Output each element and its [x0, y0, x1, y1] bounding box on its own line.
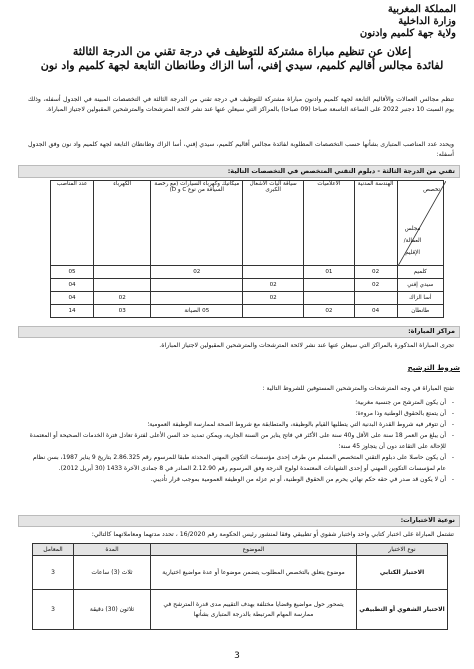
council-name: سيدي إفني — [397, 279, 443, 292]
corner-council: مجلس العمالة/ الإقليم — [403, 226, 422, 256]
announcement-title — [30, 45, 454, 73]
exams-intro: تشتمل المباراة على اختبار كتابي واحد واختبار شفوي أو تطبيقي وفقا لمنشور رئيس الحكومة رقم 16/2020 ، تحدد مدتهما ومعاملاتهما كالتالي: — [91, 531, 454, 538]
diploma-bar-text: تقني من الدرجة الثالثة - دبلوم التقني المتخصص في التخصصات التالية: — [227, 167, 455, 175]
cell-value: 04 — [51, 279, 94, 292]
posts-intro-paragraph: ويحدد عدد المناصب المتبارى بشأنها حسب التخصصات المطلوبة لفائدة مجالس أقاليم كلميم، سيدي إفني، أسا الزاك وطانطان التابعة لجهة كلميم واد نون وفق الجدول أسفله: — [28, 141, 454, 158]
cell-value — [243, 305, 304, 318]
conditions-heading: شروط الترشيح — [407, 364, 460, 372]
exam-subject: موضوع يتعلق بالتخصص المطلوب يتضمن موضوعا أو عدة مواضيع اختيارية — [151, 556, 357, 590]
cell-value — [304, 279, 355, 292]
exam-coefficient: 3 — [33, 590, 74, 630]
cell-value: 05 — [51, 266, 94, 279]
council-name: أسا الزاك — [397, 292, 443, 305]
table-row — [51, 305, 444, 318]
col-coefficient: المعامل — [33, 544, 74, 556]
col-subject: الموضوع — [151, 544, 357, 556]
cell-value: 02 — [304, 305, 355, 318]
cell-value: 04 — [51, 292, 94, 305]
cell-value: 02 — [151, 266, 243, 279]
centers-heading: مراكز المباراة: — [408, 327, 455, 335]
table-row — [51, 266, 444, 279]
exam-duration: ثلاث (3) ساعات — [74, 556, 151, 590]
exams-bar — [18, 515, 460, 527]
cell-value — [151, 292, 243, 305]
posts-table-corner — [397, 181, 443, 266]
diploma-bar — [18, 165, 460, 178]
col-civil-engineering: الهندسة المدنية — [354, 181, 397, 266]
letterhead — [360, 4, 456, 40]
col-heavy-machinery: سياقة آليات الاشغال الكبرى — [243, 181, 304, 266]
condition-item: - أن يكون المترشح من جنسية مغربية؛ — [28, 397, 454, 408]
exam-type: الاختبار الشفوي أو التطبيقي — [357, 590, 448, 630]
cell-value: 01 — [304, 266, 355, 279]
table-row — [33, 556, 448, 590]
col-post-count: عدد المناصب — [51, 181, 94, 266]
exam-duration: ثلاثون (30) دقيقة — [74, 590, 151, 630]
title-line-2: لفائدة مجالس أقاليم كلميم، سيدي إفني، أسا الزاك وطانطان التابعة لجهة كلميم واد نون — [40, 59, 444, 72]
cell-value — [354, 292, 397, 305]
condition-item: - أن تتوفر فيه شروط القدرة البدنية التي يتطلبها القيام بالوظيفة، والمتطابقة مع شروط الصحة لممارسة الوظيفة العمومية؛ — [28, 419, 454, 430]
cell-value: 02 — [94, 292, 151, 305]
exam-type: الاختبار الكتابي — [357, 556, 448, 590]
col-exam-type: نوع الاختبار — [357, 544, 448, 556]
conditions-intro: تفتح المباراة في وجه المترشحات والمترشحين المستوفين للشروط التالية : — [262, 385, 454, 392]
cell-value: 03 — [94, 305, 151, 318]
exams-table — [32, 543, 448, 630]
cell-value: 02 — [354, 266, 397, 279]
cell-value: 04 — [354, 305, 397, 318]
centers-bar — [18, 326, 460, 338]
col-duration: المدة — [74, 544, 151, 556]
kingdom-line: المملكة المغربية — [387, 4, 456, 15]
table-row — [51, 292, 444, 305]
ministry-line: وزارة الداخلية — [398, 16, 456, 27]
posts-table — [50, 180, 444, 318]
cell-value: 02 — [243, 292, 304, 305]
title-line-1: إعلان عن تنظيم مباراة مشتركة للتوظيف في درجة تقني من الدرجة الثالثة — [72, 45, 412, 58]
condition-item: - أن يتمتع بالحقوق الوطنية وذا مروءة؛ — [28, 408, 454, 419]
intro-paragraph: تنظم مجالس العمالات والأقاليم التابعة لجهة كلميم وادنون مباراة مشتركة للتوظيف في درجة تقني من الدرجة الثالثة في التخصصات المبينة في الجدول أسفله، وذلك يوم السبت 10 دجنبر 2022 على الساعة التاسعة صباحا (09 صباحا) بالمراكز التي سيعلن عنها عند نشر لائحة المترشحات والمترشحين المقبولين لاجتياز المباراة. — [28, 96, 454, 113]
condition-item: - أن يكون حاصلا على دبلوم التقني المتخصص المسلم من طرف إحدى مؤسسات التكوين المهني المحدثة طبقا للمرسوم رقم 2.86.325 بتاريخ 9 يناير 1987، بسن نظام عام لمؤسسات التكوين المهني أو إحدى الشهادات المعتمدة لولوج الدرجة وفق المرسوم رقم 2.12.90 الصادر في 8 جمادى الآخرة 1433 (30 أبريل 2012). — [28, 452, 454, 474]
page-number: 3 — [234, 651, 240, 661]
centers-text: تجرى المباراة المذكورة بالمراكز التي سيعلن عنها عند نشر لائحة المترشحات والمترشحين المقبولين لاجتياز المباراة. — [159, 342, 454, 349]
condition-item: - أن لا يكون قد صدر في حقه حكم نهائي يحرم من الحقوق الوطنية، أو تم عزله من الوظيفة العمومية بموجب قرار تأديبي. — [28, 474, 454, 485]
exam-coefficient: 3 — [33, 556, 74, 590]
council-name: كلميم — [397, 266, 443, 279]
table-row — [51, 279, 444, 292]
cell-value: 02 — [243, 279, 304, 292]
col-electricity: الكهرباء — [94, 181, 151, 266]
exam-subject: يتمحور حول مواضيع وقضايا مختلفة بهدف التقييم مدى قدرة المترشح في ممارسة المهام المرتبطة بالدرجة المتبارى بشأنها — [151, 590, 357, 630]
cell-value: 05 الصيانة — [151, 305, 243, 318]
cell-value: 02 — [354, 279, 397, 292]
cell-value: 14 — [51, 305, 94, 318]
table-row — [33, 590, 448, 630]
corner-specialty: تخصص — [423, 187, 440, 193]
cell-value — [151, 279, 243, 292]
cell-value — [94, 266, 151, 279]
cell-value — [304, 292, 355, 305]
col-auto-mechanics: ميكانيك وكهرباء السيارات (مع رخصة السياقة من نوع C و D) — [151, 181, 243, 266]
exams-heading: نوعية الاختبارات: — [400, 516, 455, 524]
cell-value — [94, 279, 151, 292]
council-name: طانطان — [397, 305, 443, 318]
wilaya-line: ولاية جهة كلميم وادنون — [359, 28, 456, 39]
condition-item: - أن يبلغ من العمر 18 سنة على الأقل و40 سنة على الأكثر في فاتح يناير من السنة الجارية، ويمكن تمديد حد السن الأعلى لفترة تعادل فترة الخدمات الصحيحة أو المعتمدة للإحالة على التقاعد دون أن يتجاوز 45 سنة؛ — [28, 430, 454, 452]
col-it: الاعلاميات — [304, 181, 355, 266]
cell-value — [243, 266, 304, 279]
conditions-list — [28, 397, 454, 485]
